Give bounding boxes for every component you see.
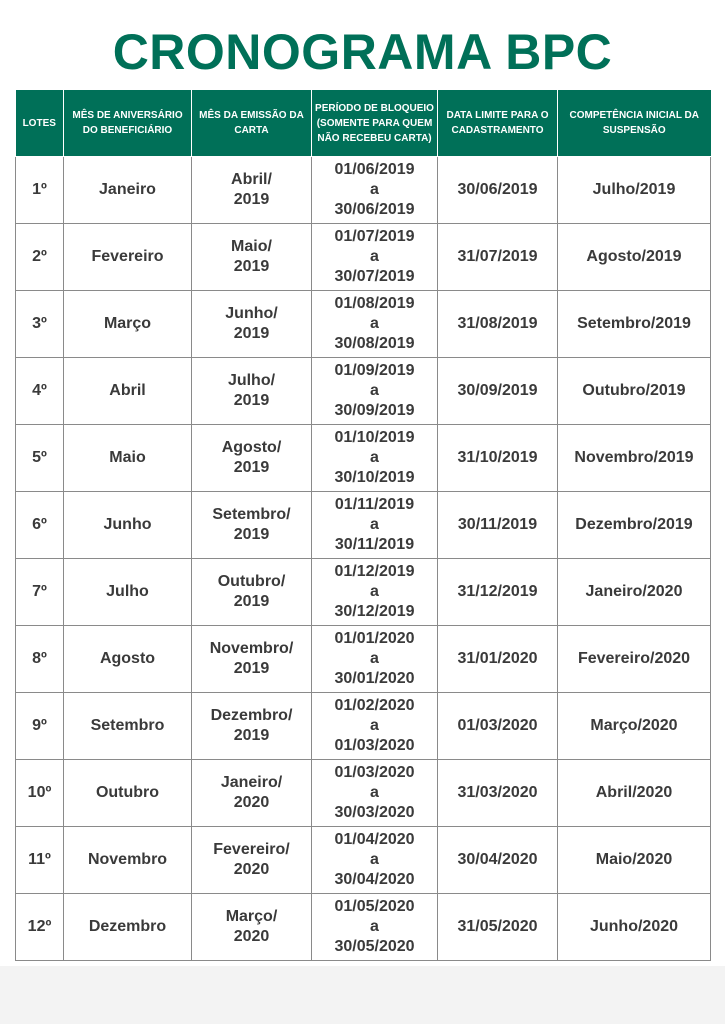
periodo-bloqueio-line: a: [370, 382, 379, 399]
header-lotes: LOTES: [16, 90, 64, 157]
mes-emissao-cell: [192, 291, 312, 358]
mes-emissao-line: Novembro/: [209, 640, 294, 657]
competencia-cell: Setembro/2019: [558, 291, 711, 358]
periodo-bloqueio-line: 01/08/2019: [334, 295, 415, 312]
lote-cell: 7º: [16, 559, 64, 626]
table-row: [16, 291, 711, 358]
data-limite-cell: 31/03/2020: [438, 760, 558, 827]
mes-aniversario-cell: Março: [64, 291, 192, 358]
competencia-cell: Outubro/2019: [558, 358, 711, 425]
periodo-bloqueio-line: 30/04/2020: [334, 871, 415, 888]
mes-emissao-line: 2019: [233, 526, 270, 543]
table-row: [16, 492, 711, 559]
periodo-bloqueio-line: 01/03/2020: [334, 764, 415, 781]
lote-cell: 6º: [16, 492, 64, 559]
periodo-bloqueio-line: 01/04/2020: [334, 831, 415, 848]
periodo-bloqueio-line: 01/10/2019: [334, 429, 415, 446]
table-row: [16, 157, 711, 224]
mes-aniversario-cell: Outubro: [64, 760, 192, 827]
mes-emissao-cell: [192, 358, 312, 425]
mes-aniversario-cell: Maio: [64, 425, 192, 492]
mes-emissao-line: 2020: [233, 794, 270, 811]
competencia-cell: Fevereiro/2020: [558, 626, 711, 693]
lote-cell: 8º: [16, 626, 64, 693]
mes-emissao-line: 2019: [233, 392, 270, 409]
data-limite-cell: 31/01/2020: [438, 626, 558, 693]
mes-emissao-line: Março/: [225, 908, 278, 925]
data-limite-cell: 01/03/2020: [438, 693, 558, 760]
periodo-bloqueio-line: 01/05/2020: [334, 898, 415, 915]
mes-emissao-line: Julho/: [227, 372, 276, 389]
table-row: [16, 760, 711, 827]
data-limite-cell: 31/12/2019: [438, 559, 558, 626]
mes-emissao-line: Janeiro/: [220, 774, 283, 791]
mes-emissao-line: Junho/: [225, 305, 278, 322]
data-limite-cell: 30/11/2019: [438, 492, 558, 559]
competencia-cell: Março/2020: [558, 693, 711, 760]
mes-emissao-cell: [192, 626, 312, 693]
competencia-cell: Julho/2019: [558, 157, 711, 224]
table-row: [16, 693, 711, 760]
schedule-table: [15, 90, 711, 961]
mes-aniversario-cell: Novembro: [64, 827, 192, 894]
periodo-bloqueio-line: 01/03/2020: [334, 737, 415, 754]
competencia-cell: Agosto/2019: [558, 224, 711, 291]
table-body: [16, 157, 711, 961]
periodo-bloqueio-line: a: [370, 650, 379, 667]
competencia-cell: Novembro/2019: [558, 425, 711, 492]
table-row: [16, 894, 711, 961]
periodo-bloqueio-cell: [312, 559, 438, 626]
table-row: [16, 559, 711, 626]
mes-emissao-line: Abril/: [231, 171, 272, 188]
mes-emissao-line: 2019: [233, 660, 270, 677]
lote-cell: 4º: [16, 358, 64, 425]
table-row: [16, 224, 711, 291]
periodo-bloqueio-cell: [312, 894, 438, 961]
competencia-cell: Junho/2020: [558, 894, 711, 961]
periodo-bloqueio-line: 01/12/2019: [334, 563, 415, 580]
periodo-bloqueio-line: a: [370, 248, 379, 265]
header-periodo-bloqueio: PERÍODO DE BLOQUEIO (SOMENTE PARA QUEM NÃO RECEBEU CARTA): [312, 90, 438, 157]
periodo-bloqueio-line: a: [370, 449, 379, 466]
page-title: CRONOGRAMA BPC: [112, 24, 613, 80]
periodo-bloqueio-line: 30/05/2020: [334, 938, 415, 955]
mes-emissao-line: Dezembro/: [210, 707, 293, 724]
mes-emissao-line: 2019: [233, 593, 270, 610]
mes-emissao-line: 2019: [233, 727, 270, 744]
mes-emissao-line: 2019: [233, 459, 270, 476]
footer-band: [0, 966, 725, 1024]
mes-aniversario-cell: Agosto: [64, 626, 192, 693]
mes-aniversario-cell: Junho: [64, 492, 192, 559]
data-limite-cell: 31/07/2019: [438, 224, 558, 291]
mes-aniversario-cell: Dezembro: [64, 894, 192, 961]
periodo-bloqueio-line: 01/07/2019: [334, 228, 415, 245]
mes-aniversario-cell: Julho: [64, 559, 192, 626]
periodo-bloqueio-line: a: [370, 918, 379, 935]
header-mes-emissao: MÊS DA EMISSÃO DA CARTA: [192, 90, 312, 157]
table-row: [16, 358, 711, 425]
competencia-cell: Dezembro/2019: [558, 492, 711, 559]
competencia-cell: Abril/2020: [558, 760, 711, 827]
periodo-bloqueio-cell: [312, 358, 438, 425]
mes-aniversario-cell: Fevereiro: [64, 224, 192, 291]
periodo-bloqueio-cell: [312, 827, 438, 894]
data-limite-cell: 30/06/2019: [438, 157, 558, 224]
mes-emissao-line: 2020: [233, 861, 270, 878]
mes-emissao-cell: [192, 693, 312, 760]
mes-emissao-line: 2020: [233, 928, 270, 945]
lote-cell: 11º: [16, 827, 64, 894]
periodo-bloqueio-line: a: [370, 315, 379, 332]
header-data-limite: DATA LIMITE PARA O CADASTRAMENTO: [438, 90, 558, 157]
periodo-bloqueio-cell: [312, 224, 438, 291]
data-limite-cell: 30/09/2019: [438, 358, 558, 425]
periodo-bloqueio-line: a: [370, 583, 379, 600]
mes-emissao-line: 2019: [233, 191, 270, 208]
lote-cell: 3º: [16, 291, 64, 358]
mes-emissao-line: Maio/: [231, 238, 272, 255]
periodo-bloqueio-line: 01/02/2020: [334, 697, 415, 714]
mes-emissao-cell: [192, 224, 312, 291]
competencia-cell: Janeiro/2020: [558, 559, 711, 626]
periodo-bloqueio-cell: [312, 626, 438, 693]
periodo-bloqueio-line: 30/10/2019: [334, 469, 415, 486]
periodo-bloqueio-line: 30/06/2019: [334, 201, 415, 218]
mes-emissao-line: 2019: [233, 258, 270, 275]
lote-cell: 5º: [16, 425, 64, 492]
header-row: [16, 90, 711, 157]
periodo-bloqueio-cell: [312, 492, 438, 559]
periodo-bloqueio-line: 01/11/2019: [334, 496, 415, 513]
periodo-bloqueio-line: 30/09/2019: [334, 402, 415, 419]
mes-emissao-cell: [192, 827, 312, 894]
mes-emissao-cell: [192, 425, 312, 492]
periodo-bloqueio-line: 01/09/2019: [334, 362, 415, 379]
mes-emissao-cell: [192, 559, 312, 626]
lote-cell: 9º: [16, 693, 64, 760]
periodo-bloqueio-line: 30/12/2019: [334, 603, 415, 620]
data-limite-cell: 31/10/2019: [438, 425, 558, 492]
periodo-bloqueio-line: 30/11/2019: [334, 536, 415, 553]
mes-aniversario-cell: Abril: [64, 358, 192, 425]
mes-emissao-line: Setembro/: [212, 506, 291, 523]
periodo-bloqueio-line: a: [370, 851, 379, 868]
lote-cell: 1º: [16, 157, 64, 224]
mes-emissao-cell: [192, 894, 312, 961]
data-limite-cell: 31/08/2019: [438, 291, 558, 358]
mes-emissao-cell: [192, 492, 312, 559]
periodo-bloqueio-line: a: [370, 516, 379, 533]
periodo-bloqueio-line: 30/03/2020: [334, 804, 415, 821]
lote-cell: 12º: [16, 894, 64, 961]
lote-cell: 10º: [16, 760, 64, 827]
periodo-bloqueio-line: a: [370, 784, 379, 801]
mes-emissao-cell: [192, 157, 312, 224]
mes-emissao-cell: [192, 760, 312, 827]
periodo-bloqueio-cell: [312, 291, 438, 358]
periodo-bloqueio-line: 01/06/2019: [334, 161, 415, 178]
data-limite-cell: 30/04/2020: [438, 827, 558, 894]
data-limite-cell: 31/05/2020: [438, 894, 558, 961]
periodo-bloqueio-cell: [312, 693, 438, 760]
periodo-bloqueio-line: 30/01/2020: [334, 670, 415, 687]
mes-aniversario-cell: Setembro: [64, 693, 192, 760]
competencia-cell: Maio/2020: [558, 827, 711, 894]
table-row: [16, 626, 711, 693]
periodo-bloqueio-line: 30/08/2019: [334, 335, 415, 352]
mes-emissao-line: Outubro/: [217, 573, 286, 590]
periodo-bloqueio-cell: [312, 157, 438, 224]
periodo-bloqueio-cell: [312, 760, 438, 827]
table-row: [16, 827, 711, 894]
periodo-bloqueio-line: a: [370, 717, 379, 734]
mes-emissao-line: Fevereiro/: [213, 841, 290, 858]
periodo-bloqueio-cell: [312, 425, 438, 492]
lote-cell: 2º: [16, 224, 64, 291]
periodo-bloqueio-line: 30/07/2019: [334, 268, 415, 285]
periodo-bloqueio-line: a: [370, 181, 379, 198]
mes-emissao-line: Agosto/: [221, 439, 282, 456]
header-mes-aniversario: MÊS DE ANIVERSÁRIO DO BENEFICIÁRIO: [64, 90, 192, 157]
table-row: [16, 425, 711, 492]
mes-emissao-line: 2019: [233, 325, 270, 342]
mes-aniversario-cell: Janeiro: [64, 157, 192, 224]
header-competencia: COMPETÊNCIA INICIAL DA SUSPENSÃO: [558, 90, 711, 157]
table-header: [16, 90, 711, 157]
periodo-bloqueio-line: 01/01/2020: [334, 630, 415, 647]
